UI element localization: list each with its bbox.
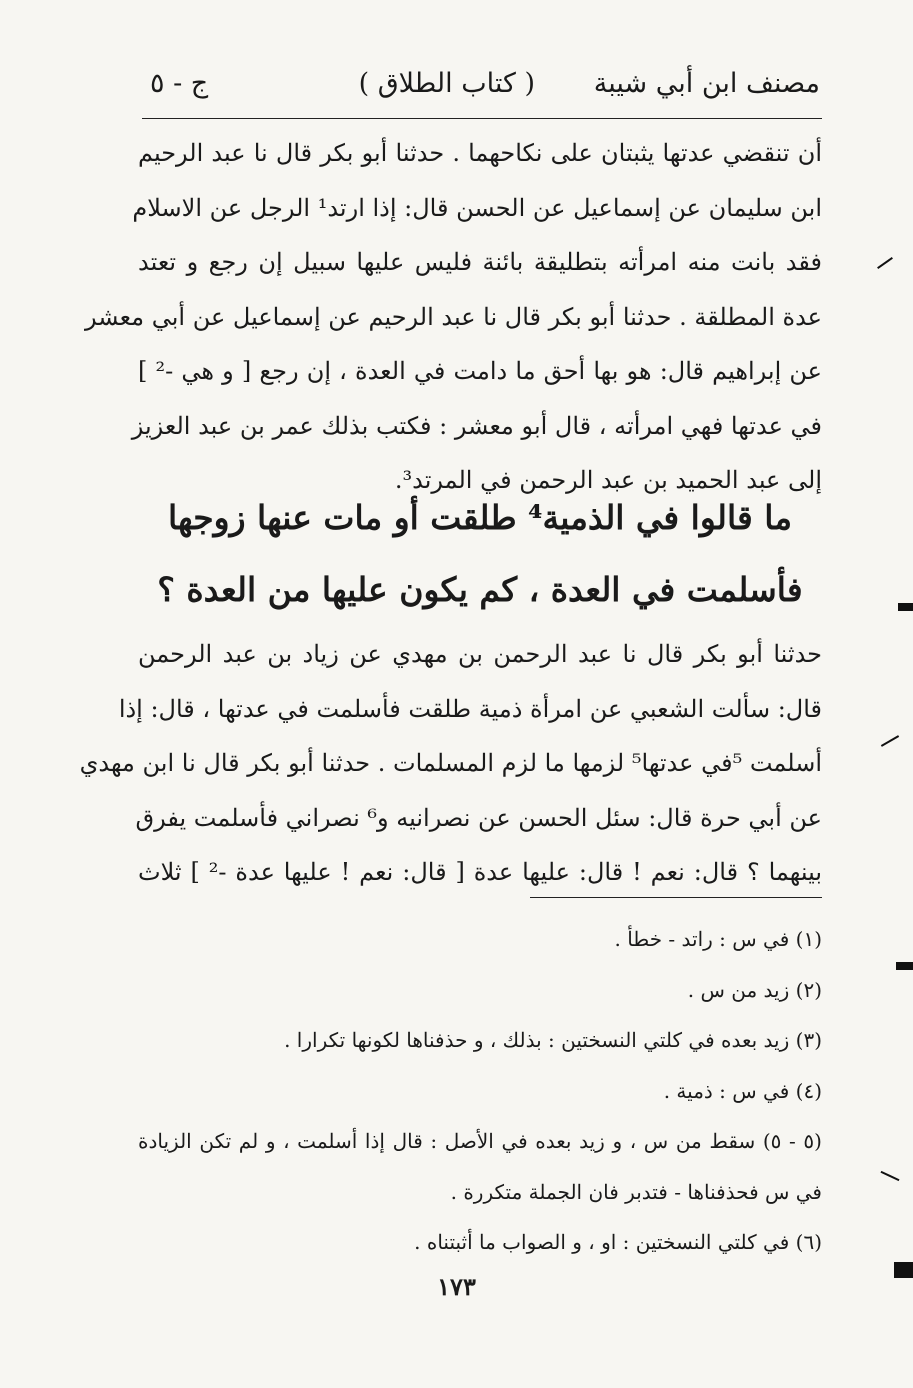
text-line: عدة المطلقة . حدثنا أبو بكر قال نا عبد الرحيم عن إسماعيل عن أبي معشر bbox=[85, 302, 822, 331]
margin-mark bbox=[898, 603, 913, 611]
margin-mark bbox=[881, 735, 899, 747]
chapter-heading bbox=[138, 482, 822, 626]
text-line: إلى عبد الحميد بن عبد الرحمن في المرتد³. bbox=[394, 466, 822, 494]
text-line: فقد بانت منه امرأته بتطليقة بائنة فليس عليها سبيل إن رجع و تعتد bbox=[138, 248, 822, 276]
heading-line: ما قالوا في الذمية⁴ طلقت أو مات عنها زوجها bbox=[167, 498, 792, 537]
text-line: حدثنا أبو بكر قال نا عبد الرحمن بن مهدي عن زياد بن عبد الرحمن bbox=[138, 640, 822, 668]
page-number: ١٧٣ bbox=[437, 1272, 476, 1301]
text-block-2 bbox=[79, 627, 823, 900]
footnote: (٣) زيد بعده في كلتي النسختين : بذلك ، و حذفناها لكونها تكرارا . bbox=[284, 1028, 822, 1052]
margin-mark bbox=[894, 1262, 913, 1278]
text-line: في عدتها فهي امرأته ، قال أبو معشر : فكتب بذلك عمر بن عبد العزيز bbox=[131, 411, 822, 440]
margin-mark bbox=[877, 257, 893, 269]
book-title: مصنف ابن أبي شيبة bbox=[593, 68, 820, 99]
text-line: عن أبي حرة قال: سئل الحسن عن نصرانيه و⁶ نصراني فأسلمت يفرق bbox=[135, 803, 822, 832]
footnote: (٤) في س : ذمية . bbox=[663, 1078, 822, 1103]
header-divider bbox=[142, 118, 822, 119]
footnote: في س فحذفناها - فتدبر فان الجملة متكررة . bbox=[450, 1179, 822, 1204]
heading-line: فأسلمت في العدة ، كم يكون عليها من العدة ؟ bbox=[157, 570, 803, 609]
footnote: (١) في س : راتد - خطأ . bbox=[614, 927, 822, 951]
volume-number: ج - ٥ bbox=[150, 68, 209, 99]
text-line: أن تنقضي عدتها يثبتان على نكاحهما . حدثنا أبو بكر قال نا عبد الرحيم bbox=[138, 139, 822, 167]
footnote: (٦) في كلتي النسختين : او ، و الصواب ما أثبتناه . bbox=[414, 1230, 822, 1254]
text-block-1 bbox=[85, 126, 822, 508]
text-line: عن إبراهيم قال: هو بها أحق ما دامت في العدة ، إن رجع [ و هي -² ] bbox=[138, 357, 822, 385]
footnote: (٢) زيد من س . bbox=[687, 977, 822, 1002]
text-line: قال: سألت الشعبي عن امرأة ذمية طلقت فأسلمت في عدتها ، قال: إذا bbox=[118, 694, 822, 723]
text-line: أسلمت ⁵في عدتها⁵ لزمها ما لزم المسلمات . حدثنا أبو بكر قال نا ابن مهدي bbox=[79, 749, 822, 777]
text-line: ابن سليمان عن إسماعيل عن الحسن قال: إذا ارتد¹ الرجل عن الاسلام bbox=[132, 193, 822, 222]
running-header bbox=[150, 62, 820, 112]
text-line: بينهما ؟ قال: نعم ! قال: عليها عدة [ قال: نعم ! عليها عدة -² ] ثلاث bbox=[138, 858, 823, 886]
margin-mark bbox=[896, 962, 913, 970]
chapter-title: ( كتاب الطلاق ) bbox=[358, 68, 535, 99]
footnotes bbox=[138, 914, 822, 1268]
footnote-divider bbox=[530, 897, 822, 898]
footnote: (٥ - ٥) سقط من س ، و زيد بعده في الأصل : قال إذا أسلمت ، و لم تكن الزيادة bbox=[138, 1129, 822, 1153]
margin-mark bbox=[881, 1171, 900, 1181]
